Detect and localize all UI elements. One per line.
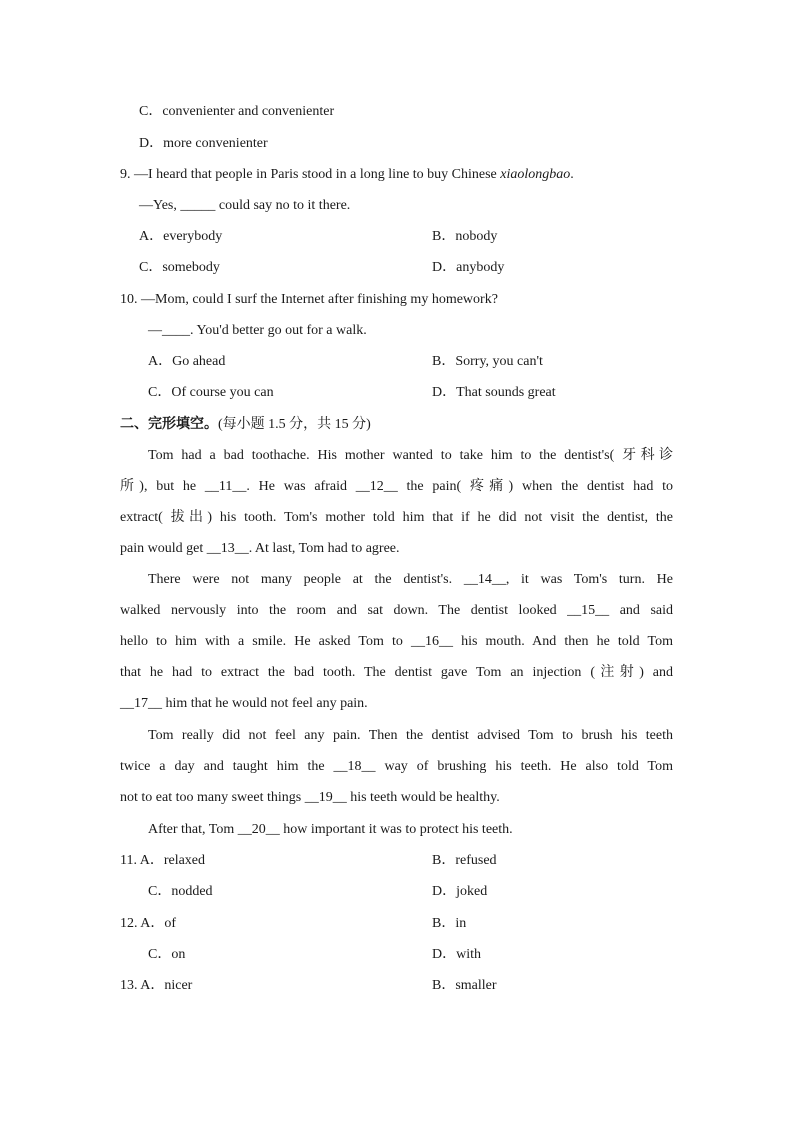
passage-line: There were not many people at the dentist's. __14__, it was Tom's turn. He [148,572,673,587]
passage-line: __17__ him that he would not feel any pain. [120,696,368,711]
q11-option-d: D．joked [432,884,488,899]
passage-line: walked nervously into the room and sat down. The dentist looked __15__ and said [120,603,673,618]
q11-option-c: C．nodded [148,884,213,899]
passage-line: pain would get __13__. At last, Tom had to agree. [120,541,400,556]
q9-stem-italic: xiaolongbao [500,167,571,182]
passage-paragraph-4 [120,814,673,845]
passage-line: After that, Tom __20__ how important it was to protect his teeth. [148,822,513,837]
passage-line: Tom really did not feel any pain. Then the dentist advised Tom to brush his teeth [148,728,673,743]
q9-stem-text: 9. —I heard that people in Paris stood in a long line to buy Chinese [120,167,501,182]
q9-option-a: A．everybody [139,229,223,244]
q10-reply: —____. You'd better go out for a walk. [148,323,367,338]
passage-line: not to eat too many sweet things __19__ his teeth would be healthy. [120,790,500,805]
q10-option-a: A．Go ahead [148,354,226,369]
q10-option-c: C．Of course you can [148,385,274,400]
passage-line: extract( 拔出) his tooth. Tom's mother told him that if he did not visit the dentist, the [120,510,673,525]
section-heading [120,415,371,434]
q13-option-a: 13. A．nicer [120,978,193,993]
q9-option-c: C．somebody [139,260,220,275]
q10-option-d: D．That sounds great [432,385,556,400]
q9-stem-end: . [570,167,574,182]
q12-option-c: C．on [148,947,186,962]
q9-stem [120,166,574,184]
passage-paragraph-3 [120,720,673,813]
passage-paragraph-1 [120,440,673,564]
passage-line: that he had to extract the bad tooth. The dentist gave Tom an injection (注射) and [120,665,673,680]
q10-option-b: B．Sorry, you can't [432,354,543,369]
section-title: 二、完形填空。 [120,416,218,432]
q8-option-c: C．convenienter and convenienter [139,104,335,119]
q11-option-a: 11. A．relaxed [120,853,206,868]
passage-line: twice a day and taught him the __18__ way of brushing his teeth. He also told Tom [120,759,673,774]
q9-option-b: B．nobody [432,229,498,244]
q11-option-b: B．refused [432,853,497,868]
q12-option-d: D．with [432,947,481,962]
q10-stem: 10. —Mom, could I surf the Internet after finishing my homework? [120,292,498,307]
q13-option-b: B．smaller [432,978,497,993]
q12-option-b: B．in [432,916,467,931]
section-note: (每小题 1.5 分，共 15 分) [218,417,371,432]
passage-line: Tom had a bad toothache. His mother wanted to take him to the dentist's( 牙科诊 [148,448,673,463]
q8-option-d: D．more convenienter [139,136,268,151]
q9-option-d: D．anybody [432,260,505,275]
passage-paragraph-2 [120,564,673,719]
q9-reply: —Yes, _____ could say no to it there. [139,198,351,213]
passage-line: 所), but he __11__. He was afraid __12__ the pain( 疼痛) when the dentist had to [120,479,673,494]
passage-line: hello to him with a smile. He asked Tom to __16__ his mouth. And then he told Tom [120,634,673,649]
q12-option-a: 12. A．of [120,916,176,931]
